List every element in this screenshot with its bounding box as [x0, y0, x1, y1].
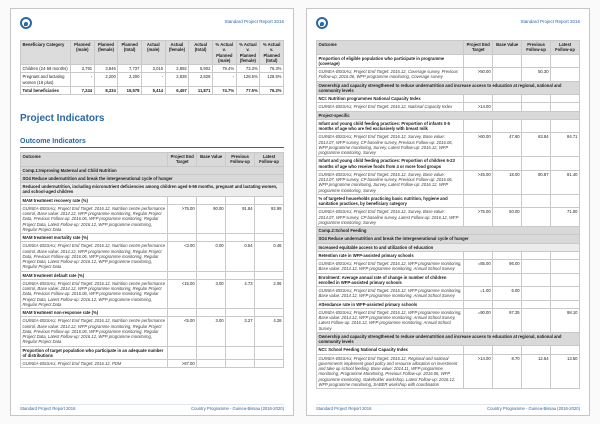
section-heading-outcome-indicators: Outcome Indicators — [20, 138, 284, 148]
indicator-name: MAM treatment recovery rate (%) — [21, 196, 168, 204]
value-cell: 15,578 — [118, 86, 142, 94]
value-cell: 84.71 — [551, 133, 580, 157]
outcome-table-left — [20, 152, 284, 368]
value-cell — [551, 260, 580, 274]
indicator-source: GUINEA-BISSAU, Project End Target: 2016.12, WFP programme monitoring, Base value: 2014.12, WFP programme monitoring, Annual School Survey, Latest Follow-up: 2016.12, WFP programme monitoring, Annual School Survey — [317, 308, 464, 332]
indicator-row — [21, 234, 284, 242]
value-cell — [551, 95, 580, 103]
section-heading-project-indicators: Project Indicators — [20, 113, 105, 124]
indicator-row — [317, 119, 580, 133]
value-cell: 90.00 — [197, 204, 226, 233]
value-cell: 7,737 — [118, 65, 142, 73]
value-cell: 2,200 — [118, 73, 142, 87]
indicator-source: GUINEA-BISSAU, Project End Target: 2016.12, National Capacity Index — [317, 103, 464, 111]
value-cell: 3.27 — [226, 317, 255, 346]
indicator-row — [317, 251, 580, 259]
section-row — [317, 81, 580, 95]
value-cell: >60.00 — [464, 133, 493, 157]
section-label: Comp.2:School Feeding — [317, 227, 580, 235]
column-header: Planned (total) — [118, 41, 142, 65]
indicator-name: Retention rate in WFP-assisted primary schools — [317, 251, 464, 259]
detail-row — [317, 354, 580, 389]
value-cell: 74.7% — [212, 86, 236, 94]
value-cell: 0.46 — [255, 242, 284, 271]
indicator-row — [21, 309, 284, 317]
section-row — [21, 174, 284, 182]
value-cell — [522, 54, 551, 68]
indicator-name: MAM treatment default rate (%) — [21, 271, 168, 279]
value-cell — [168, 346, 197, 360]
detail-row — [317, 68, 580, 82]
indicator-name: Infant and young child feeding practices: Proportion of children 6-23 months of age who receive foods from 4 or more food groups — [317, 157, 464, 171]
value-cell — [168, 309, 197, 317]
value-cell — [522, 103, 551, 111]
value-cell: 2,892 — [165, 65, 189, 73]
value-cell: 4.28 — [255, 317, 284, 346]
value-cell — [551, 54, 580, 68]
value-cell: 92.99 — [255, 204, 284, 233]
report-page-left — [10, 8, 294, 416]
value-cell — [226, 196, 255, 204]
value-cell — [493, 157, 522, 171]
table-row — [21, 65, 284, 73]
page-footer — [20, 404, 284, 412]
value-cell: 81.40 — [551, 170, 580, 194]
indicator-row — [317, 194, 580, 208]
value-cell — [493, 68, 522, 82]
table-row — [21, 73, 284, 87]
indicator-name: % of targeted households practicing basic nutrition, hygiene and sanitation practices, by beneficiary category — [317, 194, 464, 208]
indicator-name: Infant and young child feeding practices: Proportion of infants 0-5 months of age who are fed exclusively with breast milk — [317, 119, 464, 133]
indicator-name: Proportion of target population who participate in an adequate number of distributions — [21, 346, 168, 360]
value-cell — [522, 273, 551, 287]
indicator-source: GUINEA-BISSAU, Project End Target: 2016.12, Survey, Base value: 2014.07, WFP survey, CP baseline survey, Latest Follow-up: 2016.12, WFP programme monitoring, Survey — [317, 208, 464, 227]
category-cell: Pregnant and lactating women (18 plus) — [21, 73, 71, 87]
detail-row — [317, 133, 580, 157]
detail-row — [317, 170, 580, 194]
section-row — [317, 332, 580, 346]
value-cell: 2.06 — [255, 279, 284, 308]
section-row — [317, 111, 580, 119]
indicator-source: GUINEA-BISSAU, Project End Target: 2016.12, Nutrition centre performance control, Base value: 2014.12, WFP programme monitoring, Regular Project Data, Previous Follow-up: 2016.06, WFP programme monitoring, Regular Project Data, Latest Follow-up: 2016.12, WFP programme monitoring, Regular Project Data — [21, 317, 168, 346]
value-cell: >75.00 — [168, 204, 197, 233]
report-title: Standard Project Report 2016 — [224, 19, 284, 24]
value-cell: 97.35 — [493, 308, 522, 332]
value-cell: 3,946 — [94, 65, 118, 73]
value-cell: 128.5% — [236, 73, 260, 87]
value-cell: 91.84 — [226, 204, 255, 233]
column-header: Beneficiary Category — [21, 41, 71, 65]
indicator-name: MAM treatment mortality rate (%) — [21, 234, 168, 242]
value-cell: 2,200 — [94, 73, 118, 87]
value-cell: 3.00 — [197, 317, 226, 346]
beneficiary-header-row — [21, 41, 284, 65]
value-cell: =85.00 — [464, 260, 493, 274]
column-header: Actual (total) — [189, 41, 213, 65]
value-cell — [197, 346, 226, 360]
value-cell: 4.73 — [226, 279, 255, 308]
value-cell: 7,244 — [70, 86, 94, 94]
value-cell: 71.00 — [551, 208, 580, 227]
indicator-row — [21, 196, 284, 204]
value-cell: >75.00 — [464, 208, 493, 227]
column-header: Actual (male) — [141, 41, 165, 65]
wfp-logo-icon — [20, 17, 32, 29]
page-footer — [316, 404, 580, 412]
value-cell: >67.00 — [168, 360, 197, 368]
value-cell: 6,457 — [165, 86, 189, 94]
detail-row — [21, 204, 284, 233]
indicator-source: GUINEA-BISSAU, Project End Target: 2016.12, Nutrition centre performance control, Base value: 2014.12, WFP programme monitoring, Regular Project Data, Previous Follow-up: 2016.06, WFP programme monitoring, Regular Project Data, Latest Follow-up: 2016.12, WFP programme monitoring, Regular Project Data — [21, 242, 168, 271]
value-cell: 77.5% — [236, 86, 260, 94]
value-cell: 128.5% — [260, 73, 284, 87]
value-cell — [522, 260, 551, 274]
column-header: Previous Follow-up — [522, 41, 551, 55]
value-cell — [551, 103, 580, 111]
column-header: % Actual v. Planned (female) — [236, 41, 260, 65]
value-cell — [464, 95, 493, 103]
value-cell: 76.2% — [260, 86, 284, 94]
value-cell: =90.00 — [464, 308, 493, 332]
page-header — [20, 17, 284, 32]
indicator-source: GUINEA-BISSAU, Project End Target: 2016.12, PDM — [21, 360, 168, 368]
footer-left-text: Standard Project Report 2016 — [20, 406, 76, 411]
value-cell — [522, 251, 551, 259]
value-cell — [226, 309, 255, 317]
value-cell: >14.00 — [464, 103, 493, 111]
indicator-row — [21, 346, 284, 360]
value-cell — [551, 287, 580, 301]
value-cell — [522, 119, 551, 133]
column-header: Project End Target — [464, 41, 493, 55]
indicator-row — [21, 271, 284, 279]
outcome-header-row — [317, 41, 580, 55]
value-cell: 6.00 — [493, 287, 522, 301]
indicator-name: Proportion of eligible population who participate in programme (coverage) — [317, 54, 464, 68]
value-cell — [464, 251, 493, 259]
indicator-source: GUINEA-BISSAU, Project End Target: 2016.12, Nutrition centre performance control, Base value: 2014.12, WFP programme monitoring, Regular Project Data, Previous Follow-up: 2016.06, WFP programme monitoring, Regular Project Data, Latest Follow-up: 2016.12, WFP programme monitoring, Regular Project Data — [21, 279, 168, 308]
value-cell: 73.3% — [236, 65, 260, 73]
indicator-source: GUINEA-BISSAU, Project End Target: 2016.12, Nutrition centre performance control, Base value: 2014.12, WFP programme monitoring, Regular Project Data, Previous Follow-up: 2016.06, WFP programme monitoring, Regular Project Data, Latest Follow-up: 2016.12, WFP programme monitoring, Regular Project Data — [21, 204, 168, 233]
value-cell: 18.00 — [493, 170, 522, 194]
value-cell — [551, 300, 580, 308]
detail-row — [317, 260, 580, 274]
indicator-name: Attendance rate in WFP-assisted primary schools — [317, 300, 464, 308]
section-label: Project-specific — [317, 111, 580, 119]
value-cell: 80.87 — [522, 170, 551, 194]
value-cell — [493, 300, 522, 308]
detail-row — [21, 317, 284, 346]
value-cell — [464, 273, 493, 287]
value-cell — [493, 54, 522, 68]
value-cell — [493, 103, 522, 111]
detail-row — [317, 208, 580, 227]
value-cell — [493, 119, 522, 133]
footer-right-text: Country Programme - Guinea-Bissau (2016-2020) — [191, 406, 284, 411]
value-cell: 2,828 — [189, 73, 213, 87]
value-cell — [168, 196, 197, 204]
section-row — [317, 235, 580, 243]
section-row — [317, 227, 580, 235]
column-header: Project End Target — [168, 153, 197, 167]
indicator-name: NCI: School Feeding National Capacity Index — [317, 346, 464, 354]
value-cell: <5.00 — [168, 317, 197, 346]
category-cell: Children (24-59 months) — [21, 65, 71, 73]
value-cell: 0.54 — [226, 242, 255, 271]
value-cell — [551, 157, 580, 171]
indicator-row — [317, 157, 580, 171]
value-cell: >45.00 — [464, 170, 493, 194]
indicator-source: GUINEA-BISSAU, Project End Target: 2016.12, Coverage survey, Previous Follow-up: 2016.06, WFP programme monitoring, Coverage survey — [317, 68, 464, 82]
value-cell — [464, 346, 493, 354]
value-cell — [522, 194, 551, 208]
indicator-source: GUINEA-BISSAU, Project End Target: 2016.12, Regional and national governments implement good policy and resource allocation on investment and take up school feeding, Base value: 2014.11, WFP programme monitoring, Programme Monitoring, Previous Follow-up: 2016.06, WFP programme monitoring, stakeholder workshop, Latest Follow-up: 2016.12, WFP programme monitoring, SABER workshop with coordination — [317, 354, 464, 389]
value-cell: =1.00 — [464, 287, 493, 301]
value-cell — [168, 271, 197, 279]
column-header: Base Value — [197, 153, 226, 167]
value-cell: 5,414 — [141, 86, 165, 94]
wfp-logo-icon — [316, 17, 328, 29]
value-cell — [255, 346, 284, 360]
value-cell: - — [212, 73, 236, 87]
value-cell — [493, 346, 522, 354]
value-cell — [464, 157, 493, 171]
category-cell: Total beneficiaries — [21, 86, 71, 94]
value-cell — [522, 208, 551, 227]
subsection-row — [317, 243, 580, 251]
value-cell — [464, 194, 493, 208]
subsection-label: Increased equitable access to and utilization of education — [317, 243, 580, 251]
value-cell: 98.10 — [551, 308, 580, 332]
detail-row — [317, 287, 580, 301]
column-header: Planned (male) — [70, 41, 94, 65]
value-cell: 8.70 — [493, 354, 522, 389]
subsection-row — [21, 183, 284, 197]
column-header: Planned (female) — [94, 41, 118, 65]
value-cell: >14.00 — [464, 354, 493, 389]
value-cell — [197, 309, 226, 317]
value-cell — [255, 309, 284, 317]
value-cell — [197, 196, 226, 204]
section-label: SO4 Reduce undernutrition and break the intergenerational cycle of hunger — [317, 235, 580, 243]
value-cell: 13.50 — [551, 354, 580, 389]
footer-right-text: Country Programme - Guinea-Bissau (2016-2020) — [487, 406, 580, 411]
value-cell — [551, 194, 580, 208]
value-cell — [197, 360, 226, 368]
value-cell — [551, 273, 580, 287]
value-cell — [551, 346, 580, 354]
value-cell — [197, 271, 226, 279]
value-cell — [551, 68, 580, 82]
value-cell — [493, 194, 522, 208]
value-cell: 2,828 — [165, 73, 189, 87]
indicator-source: GUINEA-BISSAU, Project End Target: 2016.12, Survey, Base value: 2014.07, WFP survey, CP baseline survey, Previous Follow-up: 2016.06, WFP programme monitoring, Survey, Latest Follow-up: 2016.12, WFP programme monitoring, Survey — [317, 133, 464, 157]
indicator-row — [317, 273, 580, 287]
column-header: Base Value — [493, 41, 522, 55]
value-cell: 79.4% — [212, 65, 236, 73]
value-cell — [168, 234, 197, 242]
value-cell — [493, 251, 522, 259]
column-header: Previous Follow-up — [226, 153, 255, 167]
value-cell: 50.00 — [493, 208, 522, 227]
value-cell: 5,902 — [189, 65, 213, 73]
value-cell: <3.00 — [168, 242, 197, 271]
value-cell: 3,791 — [70, 65, 94, 73]
indicator-row — [317, 54, 580, 68]
report-title: Standard Project Report 2016 — [520, 19, 580, 24]
indicator-name: NCI: Nutrition programmes National Capacity Index — [317, 95, 464, 103]
value-cell — [464, 300, 493, 308]
section-label: SO4 Reduce undernutrition and break the intergenerational cycle of hunger — [21, 174, 284, 182]
column-header: Outcome — [317, 41, 464, 55]
detail-row — [21, 279, 284, 308]
value-cell: 96.00 — [493, 260, 522, 274]
section-label: Ownership and capacity strengthened to reduce undernutrition and increase access to education at regional, national and community levels — [317, 332, 580, 346]
outcome-header-row — [21, 153, 284, 167]
indicator-source: GUINEA-BISSAU, Project End Target: 2016.12, WFP programme monitoring, Base value: 2014.12, WFP programme monitoring, Annual School Survey — [317, 260, 464, 274]
value-cell: 3.00 — [197, 279, 226, 308]
value-cell: 8,334 — [94, 86, 118, 94]
value-cell — [493, 273, 522, 287]
value-cell — [551, 251, 580, 259]
detail-row — [21, 360, 284, 368]
section-row — [21, 166, 284, 174]
value-cell: 0.00 — [197, 242, 226, 271]
value-cell: - — [141, 73, 165, 87]
indicator-row — [317, 95, 580, 103]
value-cell: - — [70, 73, 94, 87]
value-cell — [255, 196, 284, 204]
value-cell: 11,871 — [189, 86, 213, 94]
beneficiary-table — [20, 40, 284, 95]
value-cell — [197, 234, 226, 242]
value-cell — [255, 234, 284, 242]
value-cell — [522, 287, 551, 301]
value-cell: <15.00 — [168, 279, 197, 308]
column-header: Actual (female) — [165, 41, 189, 65]
detail-row — [317, 308, 580, 332]
value-cell — [255, 360, 284, 368]
value-cell: 63.84 — [522, 133, 551, 157]
value-cell: 12.54 — [522, 354, 551, 389]
value-cell: 47.60 — [493, 133, 522, 157]
subsection-label: Reduced undernutrition, including micronutrient deficiencies among children aged 6-59 months, pregnant and lactating women, and school-aged children — [21, 183, 284, 197]
value-cell: >50.00 — [464, 68, 493, 82]
indicator-source: GUINEA-BISSAU, Project End Target: 2016.12, WFP programme monitoring, Base value: 2014.12, WFP programme monitoring, Annual School Survey — [317, 287, 464, 301]
column-header: % Actual v. Planned (male) — [212, 41, 236, 65]
column-header: Latest Follow-up — [255, 153, 284, 167]
value-cell — [522, 308, 551, 332]
value-cell — [522, 346, 551, 354]
section-label: Comp.1:Improving Maternal and Child Nutrition — [21, 166, 284, 174]
value-cell: 76.3% — [260, 65, 284, 73]
value-cell — [226, 271, 255, 279]
page-header — [316, 17, 580, 32]
outcome-table-right — [316, 40, 580, 389]
section-label: Ownership and capacity strengthened to reduce undernutrition and increase access to education at regional, national and community levels — [317, 81, 580, 95]
indicator-row — [317, 346, 580, 354]
detail-row — [317, 103, 580, 111]
value-cell — [551, 119, 580, 133]
value-cell: 3,010 — [141, 65, 165, 73]
report-page-right — [306, 8, 590, 416]
table-row — [21, 86, 284, 94]
value-cell: 50.30 — [522, 68, 551, 82]
column-header: Outcome — [21, 153, 168, 167]
footer-left-text: Standard Project Report 2016 — [316, 406, 372, 411]
indicator-name: Enrolment: Average annual rate of change in number of children enrolled in WFP-assisted primary schools — [317, 273, 464, 287]
value-cell — [522, 300, 551, 308]
value-cell — [226, 360, 255, 368]
value-cell — [464, 119, 493, 133]
value-cell — [464, 54, 493, 68]
value-cell — [493, 95, 522, 103]
value-cell — [226, 234, 255, 242]
indicator-name: MAM treatment non-response rate (%) — [21, 309, 168, 317]
value-cell — [522, 95, 551, 103]
indicator-source: GUINEA-BISSAU, Project End Target: 2016.12, Survey, Base value: 2014.07, WFP survey, CP baseline survey, Previous Follow-up: 2016.06, WFP programme monitoring, Survey, Latest Follow-up: 2016.12, WFP programme monitoring, Survey — [317, 170, 464, 194]
value-cell — [226, 346, 255, 360]
value-cell — [255, 271, 284, 279]
indicator-row — [317, 300, 580, 308]
value-cell — [522, 157, 551, 171]
column-header: Latest Follow-up — [551, 41, 580, 55]
column-header: % Actual v. Planned (total) — [260, 41, 284, 65]
detail-row — [21, 242, 284, 271]
